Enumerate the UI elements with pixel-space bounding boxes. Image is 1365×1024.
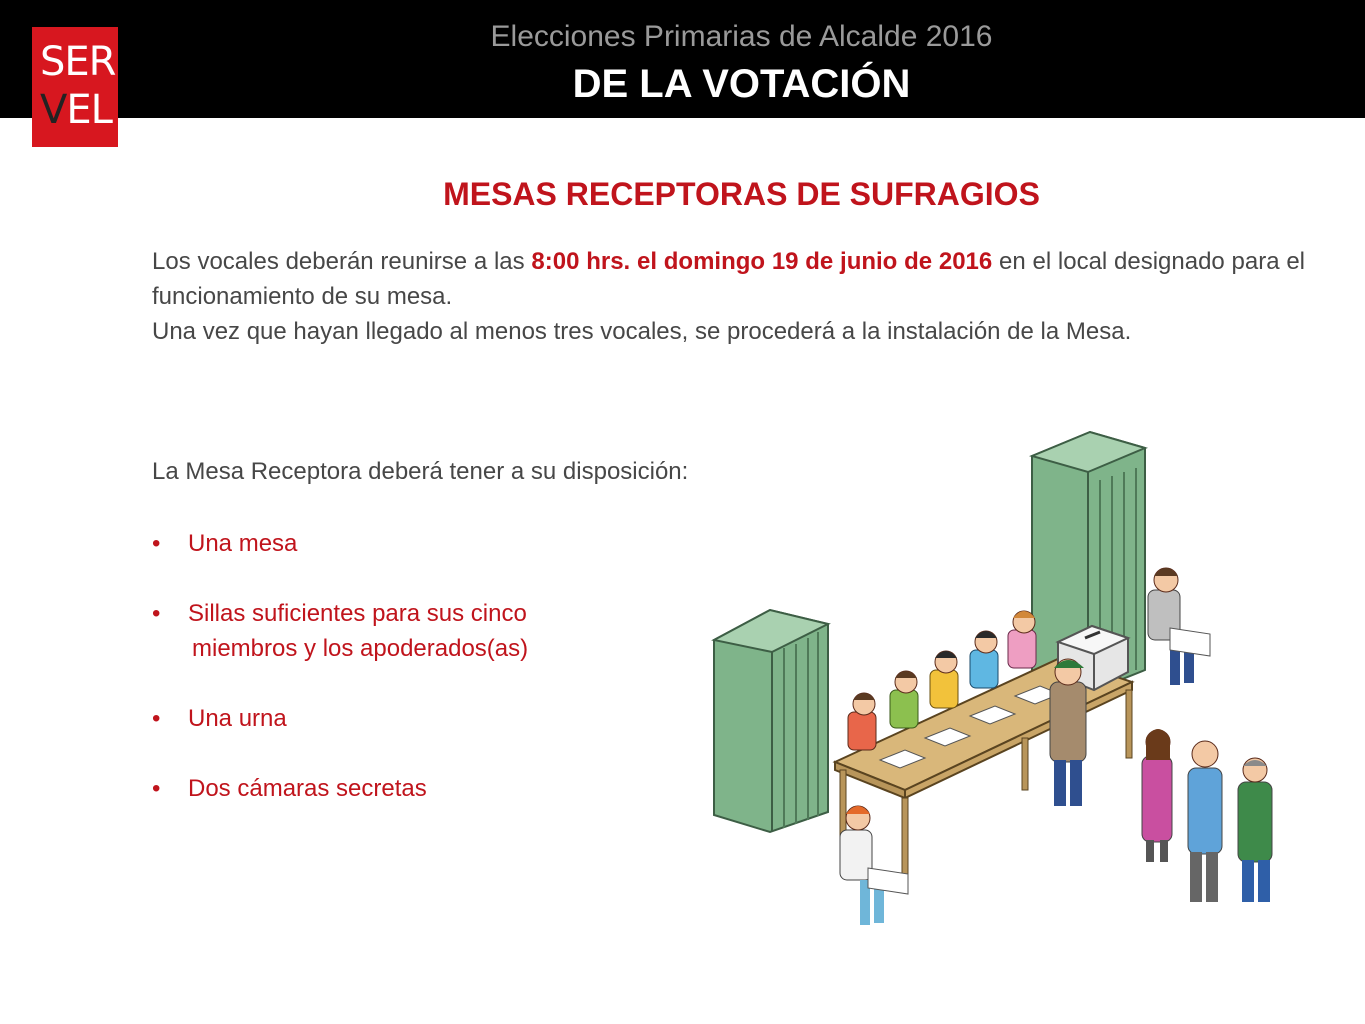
list-item-text: Sillas suficientes para sus cinco — [188, 600, 527, 627]
list-item-text-cont: miembros y los apoderados(as) — [192, 635, 529, 662]
seated-official-icon — [1008, 611, 1036, 668]
seated-official-icon — [970, 631, 998, 688]
standing-person-icon — [1188, 741, 1222, 902]
paragraph-meeting-time — [152, 244, 1305, 314]
logo-line1: SER — [40, 39, 116, 85]
standing-person-icon — [1142, 729, 1172, 862]
polling-station-illustration — [700, 420, 1320, 940]
seated-official-icon — [890, 671, 918, 728]
list-item-text: Dos cámaras secretas — [188, 775, 427, 802]
list-item-text: Una mesa — [188, 530, 298, 557]
bullet: • — [152, 600, 161, 627]
list-item-mesa — [152, 526, 297, 561]
bullet: • — [152, 775, 161, 802]
seated-official-icon — [930, 651, 958, 708]
seated-person-icon — [840, 806, 908, 925]
bullet: • — [152, 530, 161, 557]
list-item-sillas — [152, 596, 528, 666]
logo-letter-v: V — [40, 87, 67, 133]
seated-official-icon — [848, 693, 876, 750]
logo-line2 — [40, 87, 112, 133]
list-item-camaras — [152, 771, 427, 806]
list-intro: La Mesa Receptora deberá tener a su disposición: — [152, 458, 689, 485]
standing-person-icon — [1238, 758, 1272, 902]
paragraph1-highlight: 8:00 hrs. el domingo 19 de junio de 2016 — [531, 248, 993, 275]
header-subtitle: Elecciones Primarias de Alcalde 2016 — [490, 20, 993, 53]
paragraph-installation: Una vez que hayan llegado al menos tres vocales, se procederá a la instalación de la Mesa. — [152, 318, 1132, 345]
servel-logo — [32, 27, 118, 147]
paragraph1-before: Los vocales deberán reunirse a las — [152, 248, 532, 275]
page-title: DE LA VOTACIÓN — [572, 62, 911, 106]
section-heading: MESAS RECEPTORAS DE SUFRAGIOS — [443, 176, 1040, 212]
paragraph1-after: en el local designado para el funcionamiento de su mesa. — [152, 248, 1306, 310]
list-item-urna — [152, 701, 287, 736]
logo-line2-rest: EL — [66, 87, 112, 133]
voting-booth-icon — [714, 610, 828, 832]
bullet: • — [152, 705, 161, 732]
list-item-text: Una urna — [188, 705, 287, 732]
seated-person-icon — [1148, 568, 1210, 685]
table-icon — [835, 658, 1132, 883]
